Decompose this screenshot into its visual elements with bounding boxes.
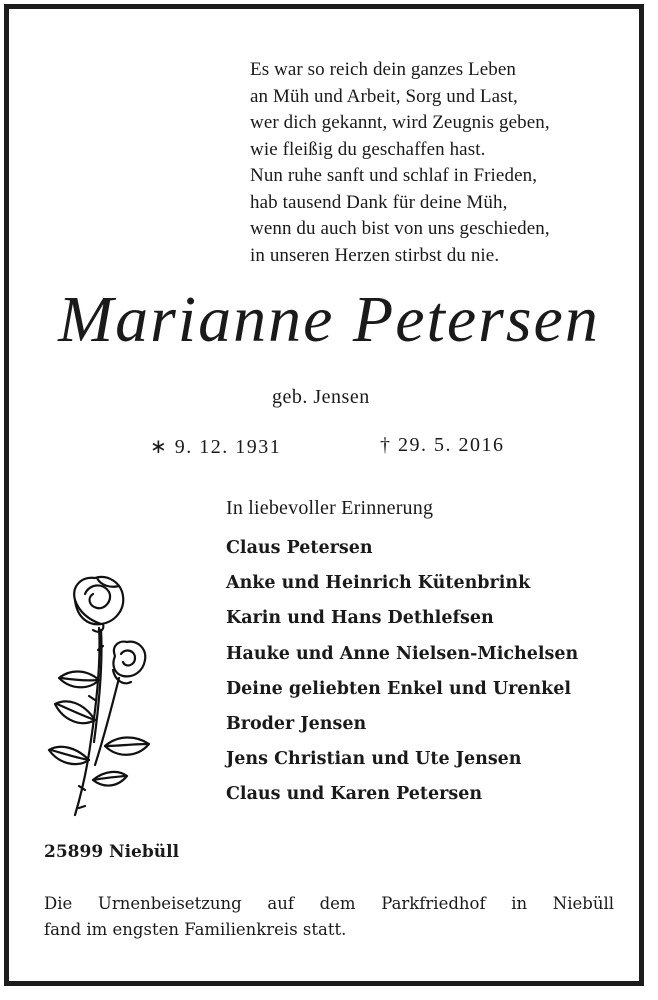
notice-line: fand im engsten Familienkreis statt. (44, 920, 347, 939)
mourner-name: Deine geliebten Enkel und Urenkel (226, 678, 572, 699)
death-date: † 29. 5. 2016 (380, 434, 505, 456)
birth-date: ∗ 9. 12. 1931 (150, 436, 282, 458)
notice-line: Die Urnenbeisetzung auf dem Parkfriedhof in Niebüll (44, 894, 614, 913)
mourners-intro: In liebevoller Erinnerung (226, 497, 434, 519)
rose-icon (45, 570, 160, 820)
poem-line: in unseren Herzen stirbst du nie. (250, 244, 500, 266)
poem-line: Es war so reich dein ganzes Leben (250, 59, 517, 80)
poem (250, 57, 630, 269)
poem-line: Nun ruhe sanft und schlaf in Frieden, (250, 165, 538, 186)
poem-line: an Müh und Arbeit, Sorg und Last, (250, 85, 518, 107)
mourner-name: Broder Jensen (226, 714, 367, 735)
poem-line: wenn du auch bist von uns geschieden, (250, 218, 550, 239)
mourner-name: Hauke und Anne Nielsen-Michelsen (226, 643, 579, 664)
poem-line: wer dich gekannt, wird Zeugnis geben, (250, 112, 550, 133)
deceased-name: Marianne Petersen (58, 283, 600, 356)
poem-line: wie fleißig du geschaffen hast. (250, 138, 486, 160)
place: 25899 Niebüll (44, 842, 180, 862)
mourner-name: Anke und Heinrich Kütenbrink (226, 573, 531, 594)
mourners-list (226, 531, 646, 813)
mourner-name: Jens Christian und Ute Jensen (226, 749, 522, 770)
mourner-name: Karin und Hans Dethlefsen (226, 608, 494, 629)
burial-notice (44, 891, 614, 943)
maiden-name: geb. Jensen (272, 386, 370, 408)
poem-line: hab tausend Dank für deine Müh, (250, 191, 508, 213)
mourner-name: Claus und Karen Petersen (226, 784, 483, 805)
mourner-name: Claus Petersen (226, 538, 373, 558)
